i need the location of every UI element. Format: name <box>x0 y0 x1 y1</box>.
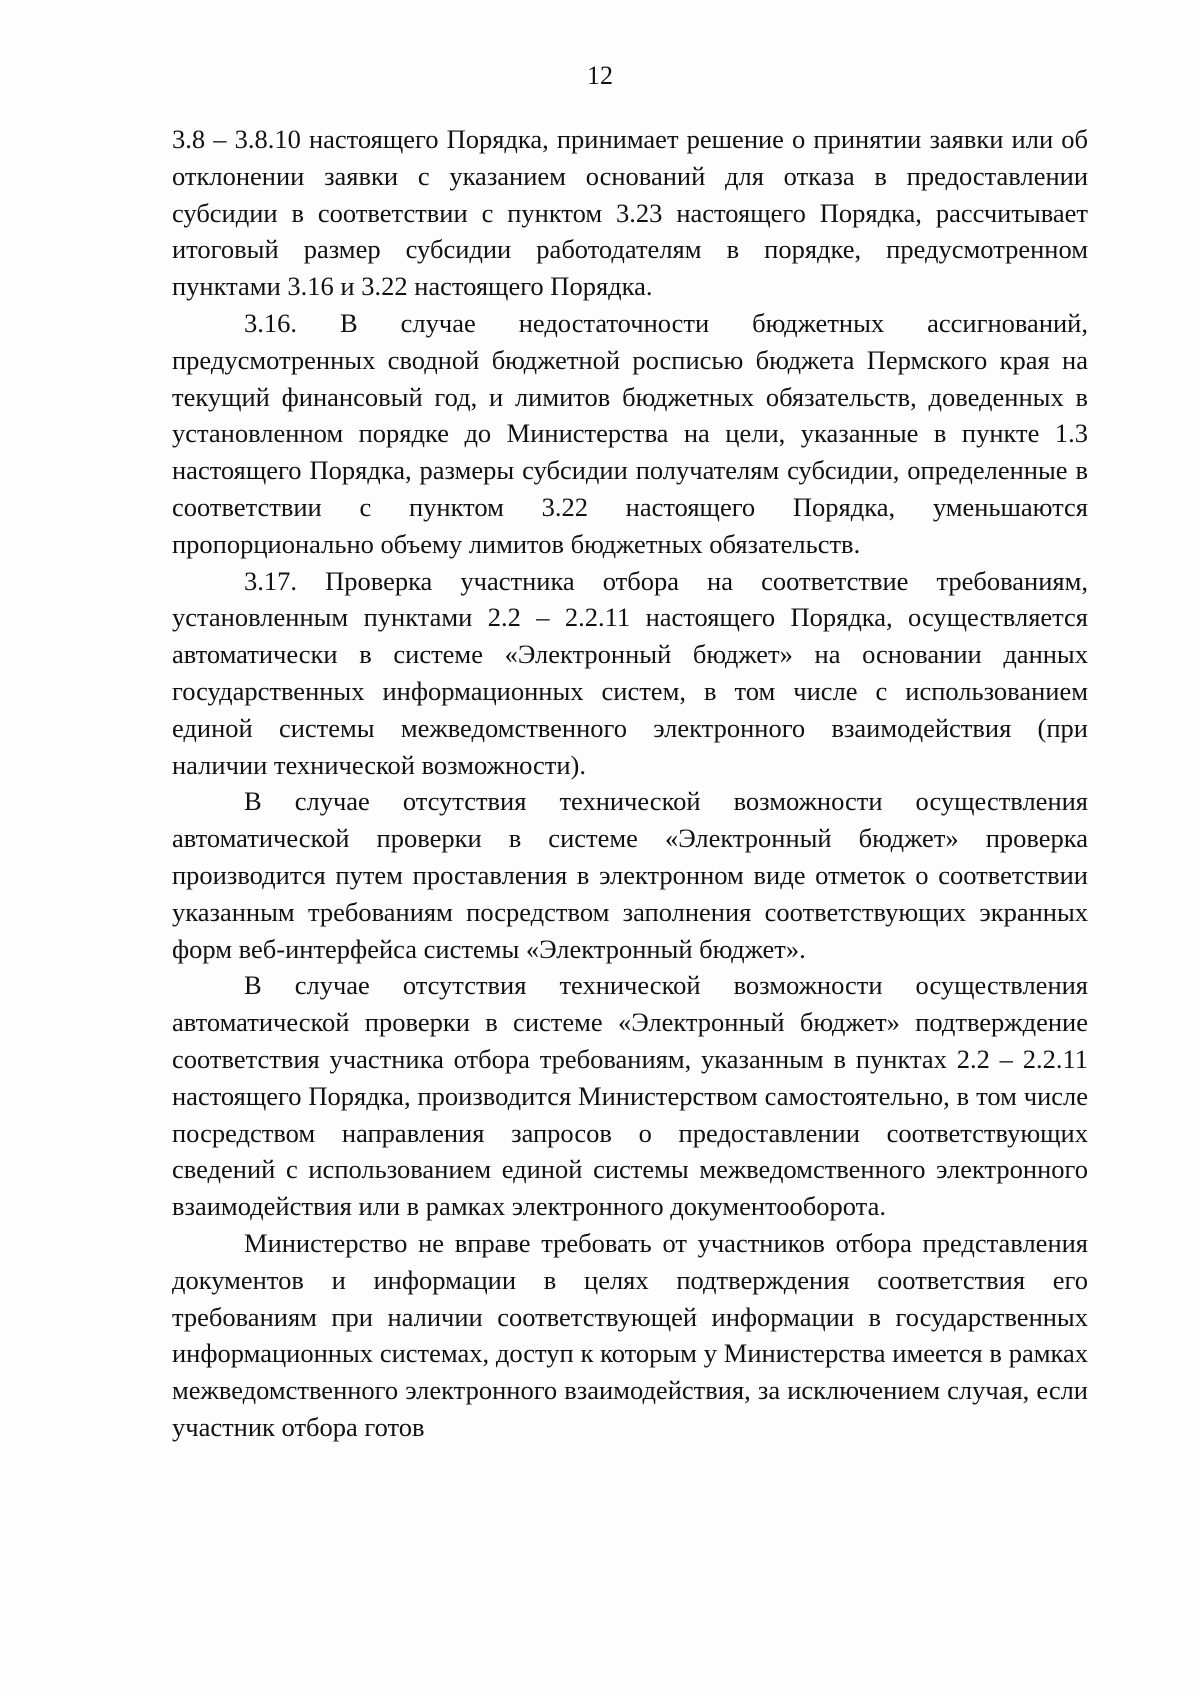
paragraph-no-automatic-check: В случае отсутствия технической возможности осуществления автоматической проверки в системе «Электронный бюджет» проверка производится путем проставления в электронном виде отметок о соответствии указанным требованиям посредством заполнения соответствующих экранных форм веб-интерфейса системы «Электронный бюджет». <box>172 786 1088 964</box>
paragraph-3-16: 3.16. В случае недостаточности бюджетных ассигнований, предусмотренных сводной бюджетной росписью бюджета Пермского края на текущий финансовый год, и лимитов бюджетных обязательств, доведенных в установленном порядке до Министерства на цели, указанные в пункте 1.3 настоящего Порядка, размеры субсидии получателям субсидии, определенные в соответствии с пунктом 3.22 настоящего Порядка, уменьшаются пропорционально объему лимитов бюджетных обязательств. <box>172 307 1088 559</box>
paragraph-3-17: 3.17. Проверка участника отбора на соответствие требованиям, установленным пунктами 2.2 – 2.2.11 настоящего Порядка, осуществляется автоматически в системе «Электронный бюджет» на основании данных государственных информационных систем, в том числе с использованием единой системы межведомственного электронного взаимодействия (при наличии технической возможности). <box>172 565 1088 780</box>
document-body <box>172 121 1088 1446</box>
paragraph-ministry-restriction: Министерство не вправе требовать от участников отбора представления документов и информации в целях подтверждения соответствия его требованиям при наличии соответствующей информации в государственных информационных системах, доступ к которым у Министерства имеется в рамках межведомственного электронного взаимодействия, за исключением случая, если участник отбора готов <box>172 1227 1088 1442</box>
paragraph-ministry-confirmation: В случае отсутствия технической возможности осуществления автоматической проверки в системе «Электронный бюджет» подтверждение соответствия участника отбора требованиям, указанным в пунктах 2.2 – 2.2.11 настоящего Порядка, производится Министерством самостоятельно, в том числе посредством направления запросов о предоставлении соответствующих сведений с использованием единой системы межведомственного электронного взаимодействия или в рамках электронного документооборота. <box>172 970 1088 1222</box>
paragraph-continuation-3-15: 3.8 – 3.8.10 настоящего Порядка, принимает решение о принятии заявки или об отклонении заявки с указанием оснований для отказа в предоставлении субсидии в соответствии с пунктом 3.23 настоящего Порядка, рассчитывает итоговый размер субсидии работодателям в порядке, предусмотренном пунктами 3.16 и 3.22 настоящего Порядка. <box>172 124 1088 302</box>
page-number: 12 <box>587 61 613 90</box>
